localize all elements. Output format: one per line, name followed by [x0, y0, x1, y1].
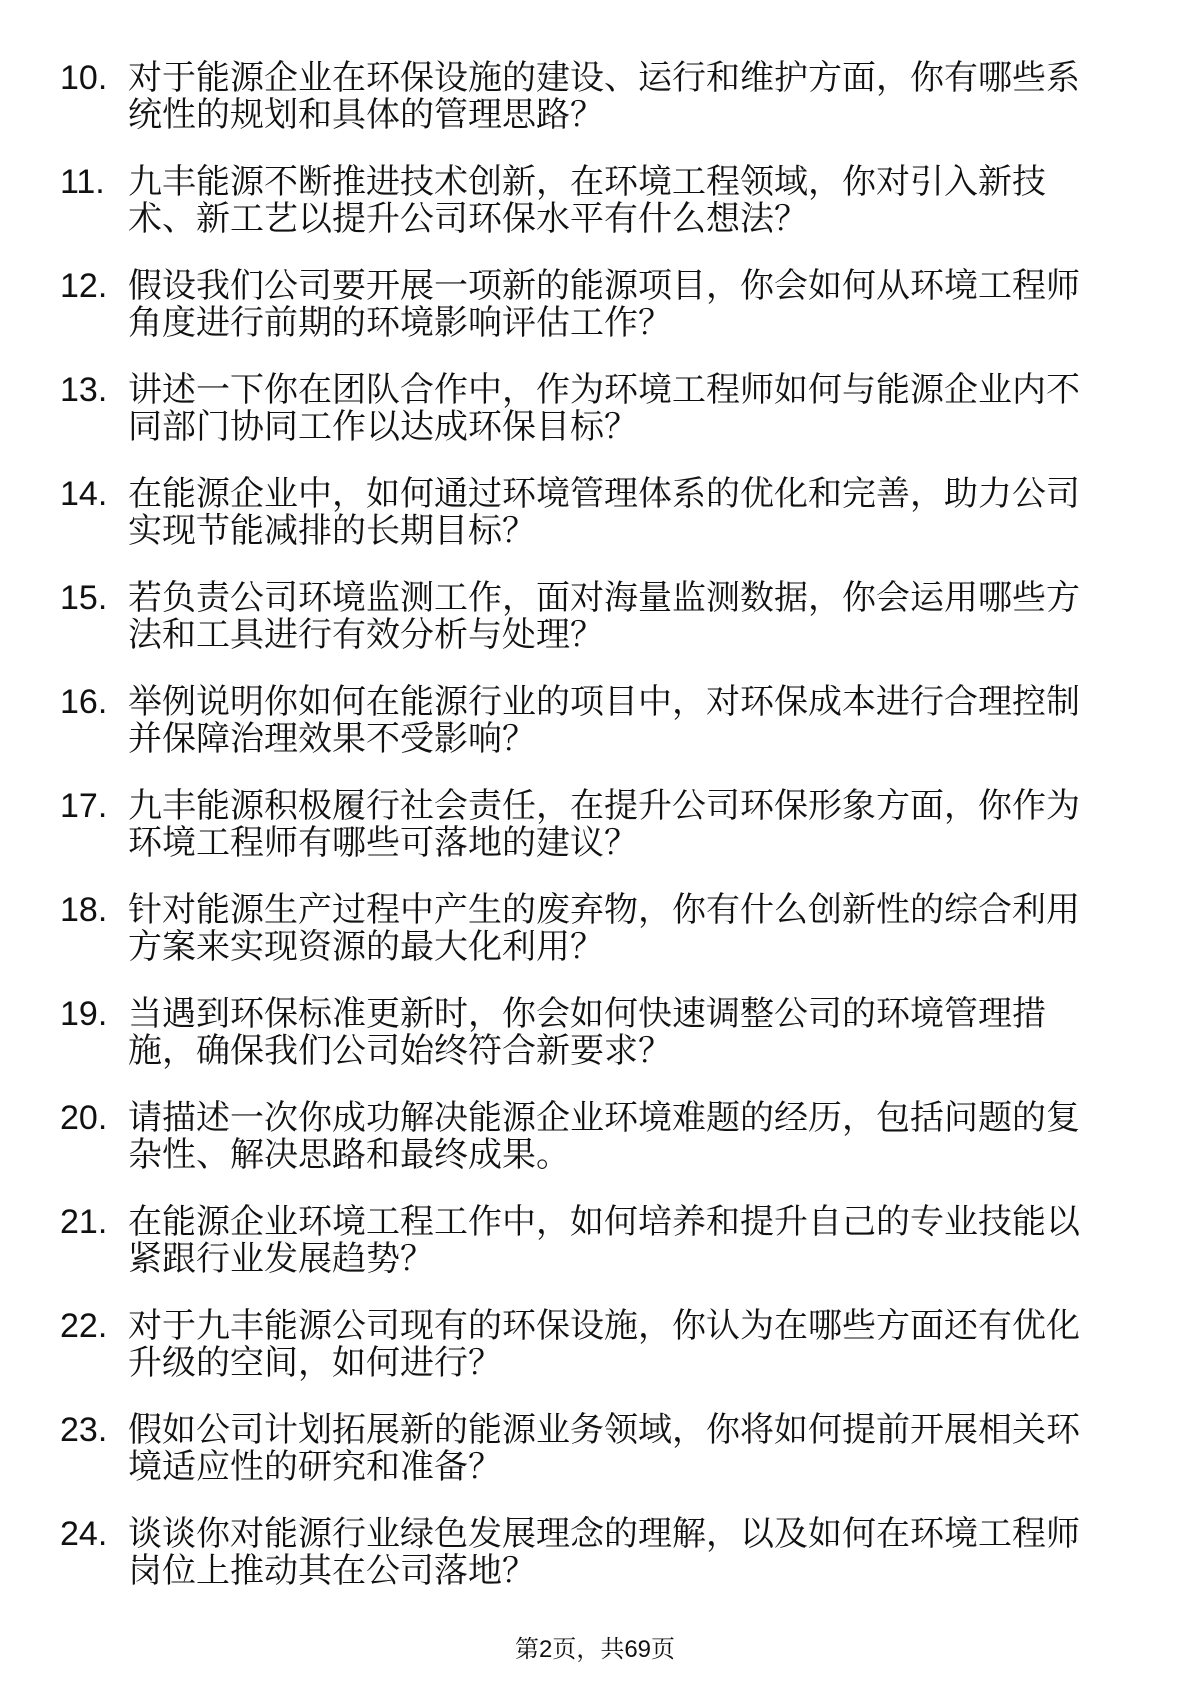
question-text: 假如公司计划拓展新的能源业务领域，你将如何提前开展相关环境适应性的研究和准备？ [128, 1411, 1080, 1486]
question-number: 18. [60, 891, 108, 929]
question-number: 10. [60, 59, 108, 97]
question-number: 17. [60, 787, 108, 825]
question-text: 九丰能源积极履行社会责任，在提升公司环保形象方面，你作为环境工程师有哪些可落地的建议？ [128, 787, 1080, 862]
question-item [60, 164, 1090, 238]
question-text: 对于能源企业在环保设施的建设、运行和维护方面，你有哪些系统性的规划和具体的管理思路？ [128, 59, 1080, 134]
question-item [60, 996, 1090, 1070]
question-text: 对于九丰能源公司现有的环保设施，你认为在哪些方面还有优化升级的空间，如何进行？ [128, 1307, 1080, 1382]
question-item [60, 580, 1090, 654]
question-item [60, 1308, 1090, 1382]
question-text: 九丰能源不断推进技术创新，在环境工程领域，你对引入新技术、新工艺以提升公司环保水平有什么想法？ [128, 163, 1046, 238]
question-number: 23. [60, 1411, 108, 1449]
question-text: 在能源企业环境工程工作中，如何培养和提升自己的专业技能以紧跟行业发展趋势？ [128, 1203, 1080, 1278]
question-text: 谈谈你对能源行业绿色发展理念的理解，以及如何在环境工程师岗位上推动其在公司落地？ [128, 1515, 1080, 1590]
question-number: 19. [60, 995, 108, 1033]
question-item [60, 788, 1090, 862]
question-item [60, 476, 1090, 550]
question-number: 15. [60, 579, 108, 617]
question-text: 当遇到环保标准更新时，你会如何快速调整公司的环境管理措施，确保我们公司始终符合新要求？ [128, 995, 1046, 1070]
question-item [60, 1100, 1090, 1174]
question-text: 讲述一下你在团队合作中，作为环境工程师如何与能源企业内不同部门协同工作以达成环保目标？ [128, 371, 1080, 446]
question-item [60, 684, 1090, 758]
question-number: 20. [60, 1099, 108, 1137]
question-number: 13. [60, 371, 108, 409]
question-number: 14. [60, 475, 108, 513]
question-text: 若负责公司环境监测工作，面对海量监测数据，你会运用哪些方法和工具进行有效分析与处理？ [128, 579, 1080, 654]
question-number: 12. [60, 267, 108, 305]
question-text: 针对能源生产过程中产生的废弃物，你有什么创新性的综合利用方案来实现资源的最大化利用？ [128, 891, 1080, 966]
question-number: 16. [60, 683, 108, 721]
question-text: 举例说明你如何在能源行业的项目中，对环保成本进行合理控制并保障治理效果不受影响？ [128, 683, 1080, 758]
question-item [60, 892, 1090, 966]
question-item [60, 1204, 1090, 1278]
question-number: 21. [60, 1203, 108, 1241]
page-number-footer: 第2页，共69页 [514, 1636, 676, 1663]
question-item [60, 1412, 1090, 1486]
question-text: 在能源企业中，如何通过环境管理体系的优化和完善，助力公司实现节能减排的长期目标？ [128, 475, 1080, 550]
question-number: 22. [60, 1307, 108, 1345]
question-number: 11. [60, 163, 105, 201]
question-item [60, 268, 1090, 342]
question-text: 假设我们公司要开展一项新的能源项目，你会如何从环境工程师角度进行前期的环境影响评估工作？ [128, 267, 1080, 342]
question-item [60, 1516, 1090, 1590]
question-item [60, 60, 1090, 134]
question-list [60, 60, 1090, 1620]
question-text: 请描述一次你成功解决能源企业环境难题的经历，包括问题的复杂性、解决思路和最终成果。 [128, 1099, 1080, 1174]
question-item [60, 372, 1090, 446]
question-number: 24. [60, 1515, 108, 1553]
